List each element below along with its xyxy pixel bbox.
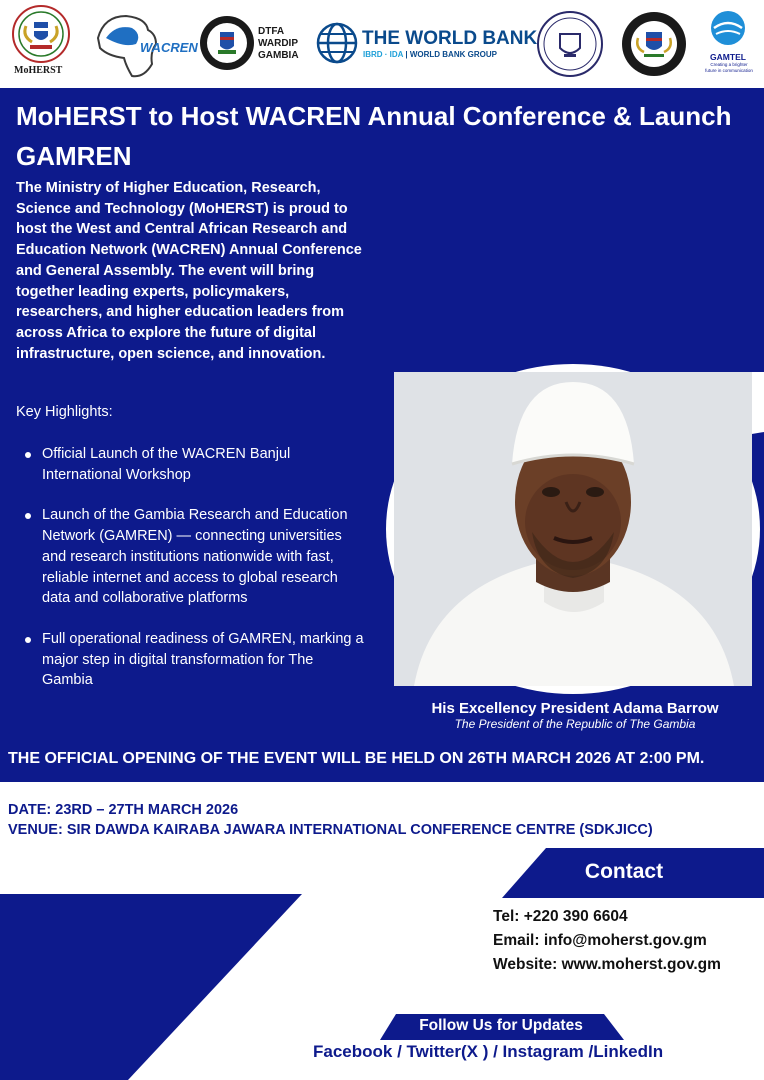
contact-website[interactable]: Website: www.moherst.gov.gm [493, 956, 721, 973]
contact-heading: Contact [584, 860, 664, 883]
gamtel-tagline-line-2: future in communication [705, 67, 753, 73]
contact-phone[interactable]: Tel: +220 390 6604 [493, 908, 628, 925]
president-role: The President of the Republic of The Gambia [454, 717, 696, 731]
event-venue: VENUE: SIR DAWDA KAIRABA JAWARA INTERNATIONAL CONFERENCE CENTRE (SDKJICC) [8, 822, 653, 838]
page-title: MoHERST to Host WACREN Annual Conference & Launch GAMREN [16, 101, 732, 171]
opening-announcement: THE OFFICIAL OPENING OF THE EVENT WILL BE HELD ON 26TH MARCH 2026 AT 2:00 PM. [8, 750, 705, 767]
highlight-item: Launch of the Gambia Research and Education Network (GAMREN) — connecting universities and research institutions nationwide with fast, reliable internet and access to global research data and collaborative platforms [16, 505, 366, 609]
follow-heading: Follow Us for Updates [419, 1017, 583, 1034]
world-bank-tagline-accent: IBRD · IDA [363, 50, 404, 59]
bottom-left-blue-shape [0, 894, 302, 1080]
moherst-logo-label: MoHERST [14, 65, 63, 76]
gamtel-tagline-line-1: Creating a brighter [710, 62, 748, 67]
gamtel-name: GAMTEL [710, 52, 746, 62]
event-date: DATE: 23RD – 27TH MARCH 2026 [8, 802, 239, 818]
highlight-item: Full operational readiness of GAMREN, marking a major step in digital transformation for The Gambia [16, 629, 366, 691]
intro-paragraph: The Ministry of Higher Education, Research, Science and Technology (MoHERST) is proud to host the West and Central African Research and Education Network (WACREN) Annual Conference and General Assembly. The event will bring together leading experts, policymakers, researchers, and higher education leaders from across Africa to explore the future of digital infrastructure, open science, and innovation. [16, 180, 362, 362]
president-name: His Excellency President Adama Barrow [431, 700, 719, 717]
social-media-links[interactable]: Facebook / Twitter(X ) / Instagram /LinkedIn [313, 1042, 664, 1061]
dtfa-label-line: DTFA [258, 26, 285, 37]
gambia-label-line: GAMBIA [258, 50, 299, 61]
highlights-heading: Key Highlights: [16, 404, 113, 420]
wardip-label-line: WARDIP [258, 38, 298, 49]
wacren-logo-text: WACREN [140, 40, 198, 55]
contact-email[interactable]: Email: info@moherst.gov.gm [493, 932, 707, 949]
highlight-item: Official Launch of the WACREN Banjul International Workshop [16, 444, 366, 485]
world-bank-tagline-rest: | WORLD BANK GROUP [403, 50, 497, 59]
world-bank-name: THE WORLD BANK [362, 28, 538, 49]
